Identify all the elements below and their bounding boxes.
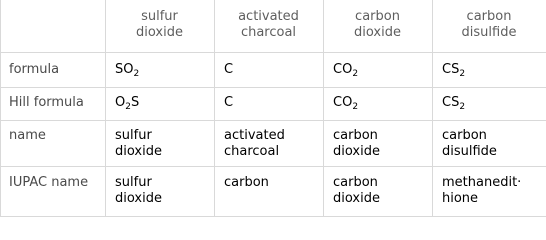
formula-sulfur-dioxide — [115, 62, 139, 78]
iupac-line: dioxide — [333, 191, 380, 206]
column-header-activated-charcoal — [214, 9, 323, 41]
name-carbon-dioxide — [333, 128, 380, 160]
formula-text: CO — [333, 95, 353, 110]
column-header-line: charcoal — [240, 25, 297, 40]
name-line: dioxide — [115, 144, 162, 159]
name-sulfur-dioxide — [115, 128, 162, 160]
name-line: activated — [224, 128, 285, 143]
column-header-line: dioxide — [136, 25, 183, 40]
formula-subscript: 2 — [352, 69, 359, 79]
column-header-line: dioxide — [354, 25, 401, 40]
column-header-line: activated — [238, 9, 299, 24]
formula-text: CS — [442, 95, 460, 110]
column-header-sulfur-dioxide — [105, 9, 214, 41]
column-header-line: carbon — [466, 9, 512, 24]
grid-line — [0, 52, 546, 53]
iupac-line: hione — [442, 191, 479, 206]
formula-text: SO — [115, 62, 134, 77]
column-header-line: disulfide — [461, 25, 517, 40]
grid-line — [0, 166, 546, 167]
formula-text: CO — [333, 62, 353, 77]
grid-line — [0, 87, 546, 88]
name-activated-charcoal — [224, 128, 285, 160]
iupac-line: carbon — [333, 175, 378, 190]
iupac-name-sulfur-dioxide — [115, 175, 162, 207]
formula-subscript: 2 — [125, 102, 131, 112]
name-line: carbon — [333, 128, 378, 143]
name-line: carbon — [442, 128, 487, 143]
iupac-line: sulfur — [115, 175, 152, 190]
row-label-formula: formula — [9, 62, 60, 77]
formula-text: C — [224, 95, 234, 110]
formula-subscript: 2 — [459, 102, 466, 112]
name-line: sulfur — [115, 128, 152, 143]
iupac-name-activated-charcoal — [224, 175, 269, 191]
column-header-carbon-disulfide — [432, 9, 546, 41]
column-header-carbon-dioxide — [323, 9, 432, 41]
grid-line — [0, 120, 546, 121]
formula-carbon-disulfide — [442, 62, 465, 78]
row-label-hill-formula: Hill formula — [9, 95, 84, 110]
formula-carbon-dioxide — [333, 62, 358, 78]
iupac-line: methanedit· — [442, 175, 522, 190]
column-header-line: sulfur — [141, 9, 178, 24]
formula-subscript: 2 — [459, 69, 466, 79]
name-line: charcoal — [224, 144, 280, 159]
formula-text: O — [115, 95, 126, 110]
row-label-name: name — [9, 128, 46, 143]
iupac-line: dioxide — [115, 191, 162, 206]
hill-formula-activated-charcoal — [224, 95, 233, 111]
formula-text: C — [224, 62, 234, 77]
formula-text: CS — [442, 62, 460, 77]
name-line: dioxide — [333, 144, 380, 159]
iupac-line: carbon — [224, 175, 269, 190]
formula-text: S — [130, 95, 140, 110]
iupac-name-carbon-disulfide — [442, 175, 521, 207]
grid-line — [0, 0, 1, 217]
formula-activated-charcoal — [224, 62, 233, 78]
name-carbon-disulfide — [442, 128, 497, 160]
hill-formula-carbon-disulfide — [442, 95, 465, 111]
formula-subscript: 2 — [133, 69, 140, 79]
name-line: disulfide — [442, 144, 497, 159]
row-label-iupac-name: IUPAC name — [9, 175, 89, 190]
iupac-name-carbon-dioxide — [333, 175, 380, 207]
hill-formula-carbon-dioxide — [333, 95, 358, 111]
hill-formula-sulfur-dioxide — [115, 95, 139, 111]
column-header-line: carbon — [355, 9, 400, 24]
grid-line — [0, 216, 546, 217]
formula-subscript: 2 — [352, 102, 359, 112]
